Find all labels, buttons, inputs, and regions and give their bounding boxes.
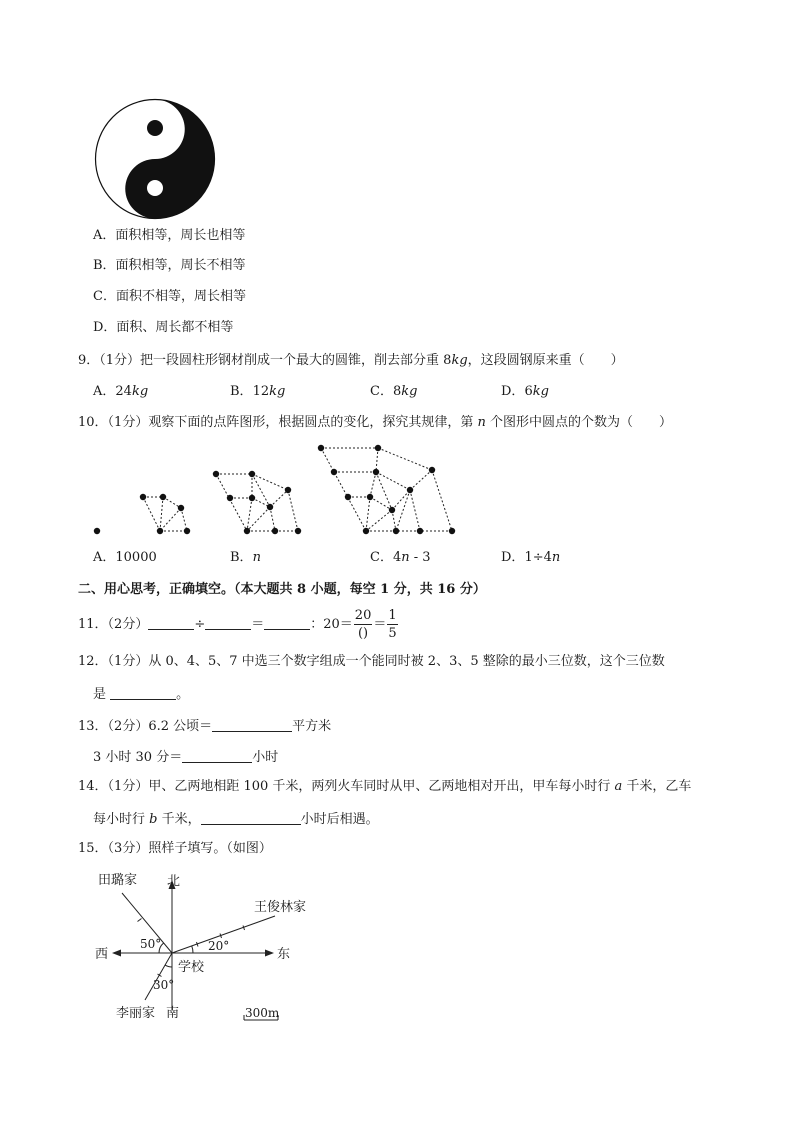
section-2-header: 二、用心思考，正确填空。（本大题共 8 小题，每空 1 分，共 16 分）	[78, 582, 486, 597]
q9-option-b: B．12kg	[230, 384, 286, 399]
map-angle-50: 50°	[140, 937, 162, 951]
q9-stem: 9．（1分）把一段圆柱形钢材削成一个最大的圆锥，削去部分重 8kg，这段圆钢原来重（ ）	[78, 353, 624, 368]
map-angle-20: 20°	[208, 939, 230, 953]
map-scale-label: 300m	[245, 1006, 280, 1020]
q10-option-c: C．4n - 3	[370, 550, 431, 565]
q15-stem: 15．（3分）照样子填写。（如图）	[78, 841, 272, 856]
q13-line-1: 13．（2分）6.2 公顷＝ 平方米	[78, 719, 332, 734]
q10-stem: 10．（1分）观察下面的点阵图形，根据圆点的变化，探究其规律，第 n 个图形中圆点的个数为（ ）	[78, 415, 672, 430]
map-angle-30: 30°	[153, 978, 175, 992]
q13-blank-2[interactable]	[182, 749, 252, 763]
q8-option-a: A．面积相等，周长也相等	[93, 228, 246, 243]
q8-option-d: D．面积、周长都不相等	[93, 320, 234, 335]
q12-blank[interactable]	[110, 686, 176, 700]
q11: 11．（2分） ÷ ＝ ：20＝ $\frac{20}{()}$ ＝ $\frac{1}{5}$	[78, 608, 397, 641]
q13-line-2: 3 小时 30 分＝ 小时	[93, 750, 279, 765]
q14-blank[interactable]	[201, 811, 301, 825]
map-label-li: 李丽家	[116, 1006, 156, 1021]
q11-fraction-1: $\frac{20}{()}$	[354, 608, 372, 641]
map-label-east: 东	[277, 947, 291, 962]
q11-blank-3[interactable]	[264, 616, 310, 630]
q8-option-b: B．面积相等，周长不相等	[93, 258, 246, 273]
dot-pattern-figure	[80, 440, 480, 540]
q9-option-a: A．24kg	[93, 384, 149, 399]
map-label-wang: 王俊林家	[254, 900, 307, 915]
q10-option-d: D．1÷4n	[501, 550, 561, 565]
yin-yang-figure	[93, 97, 217, 221]
q12-line-1: 12．（1分）从 0、4、5、7 中选三个数字组成一个能同时被 2、3、5 整除的最小三位数，这个三位数	[78, 654, 665, 669]
direction-map-figure	[85, 865, 335, 1025]
q9-option-d: D．6kg	[501, 384, 549, 399]
map-label-west: 西	[95, 947, 109, 962]
q11-fraction-blank[interactable]: ()	[357, 626, 369, 641]
map-label-tian: 田璐家	[98, 873, 138, 888]
q11-fraction-2: $\frac{1}{5}$	[388, 608, 397, 641]
q14-line-1: 14．（1分）甲、乙两地相距 100 千米，两列火车同时从甲、乙两地相对开出，甲车每小时行 a 千米，乙车	[78, 779, 692, 794]
q9-option-c: C．8kg	[370, 384, 418, 399]
q11-blank-2[interactable]	[205, 616, 251, 630]
q8-option-c: C．面积不相等，周长相等	[93, 289, 246, 304]
q10-option-a: A．10000	[93, 550, 157, 565]
q13-blank-1[interactable]	[212, 718, 292, 732]
map-label-school: 学校	[178, 960, 205, 975]
q14-line-2: 每小时行 b 千米， 小时后相遇。	[93, 812, 379, 827]
q11-blank-1[interactable]	[148, 616, 194, 630]
map-label-north: 北	[167, 874, 181, 889]
q12-line-2: 是 。	[93, 687, 190, 702]
q10-option-b: B．n	[230, 550, 261, 565]
map-label-south: 南	[166, 1006, 180, 1021]
